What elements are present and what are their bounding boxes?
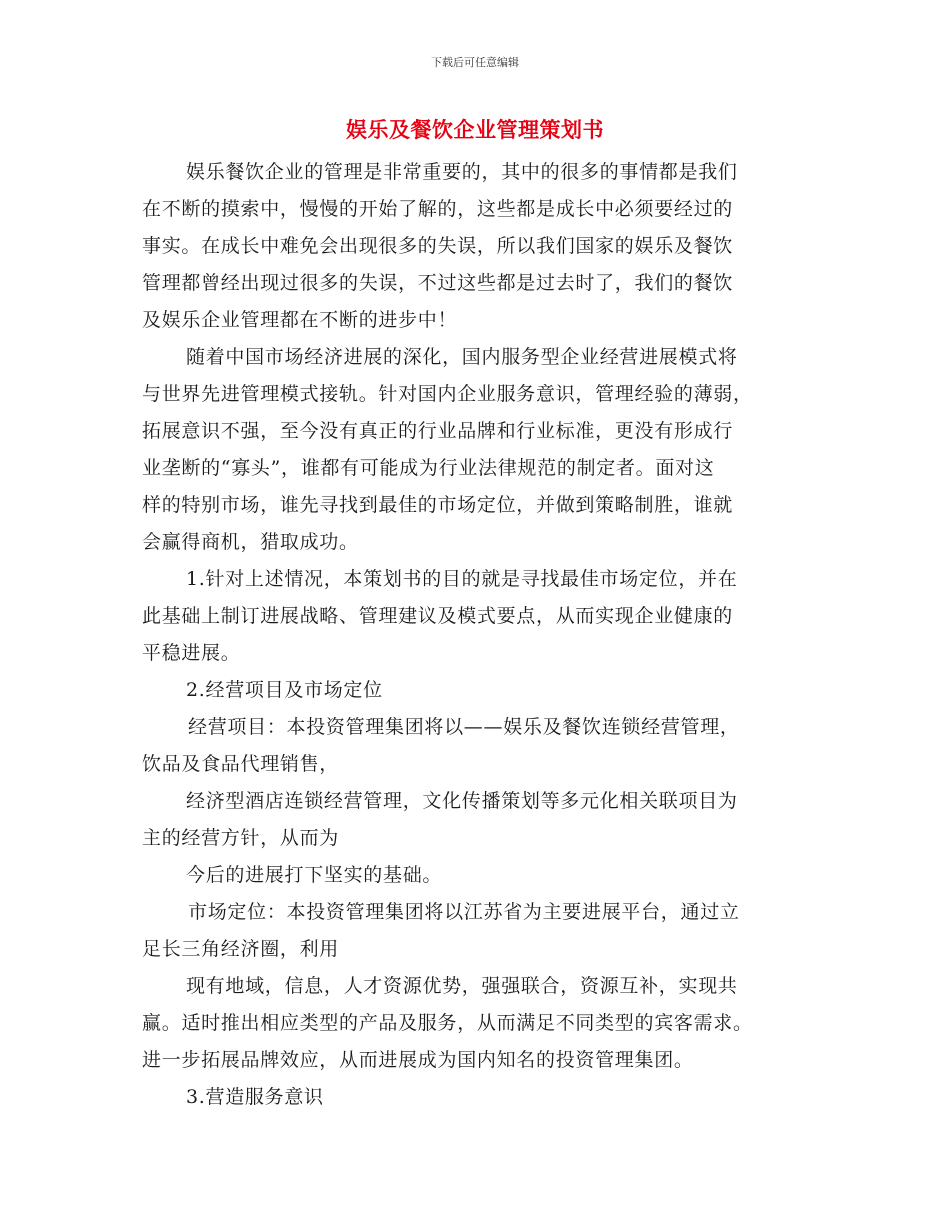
paragraph-line: 娱乐餐饮企业的管理是非常重要的，其中的很多的事情都是我们	[186, 161, 738, 183]
paragraph-line: 与世界先进管理模式接轨。针对国内企业服务意识，管理经验的薄弱，	[142, 383, 753, 405]
paragraph-line: 赢。适时推出相应类型的产品及服务，从而满足不同类型的宾客需求。	[142, 1012, 753, 1034]
paragraph-line: 现有地域，信息，人才资源优势，强强联合，资源互补，实现共	[186, 975, 738, 997]
paragraph-line: 此基础上制订进展战略、管理建议及模式要点，从而实现企业健康的	[142, 605, 734, 627]
paragraph-line: 饮品及食品代理销售，	[142, 753, 340, 775]
paragraph-line: 事实。在成长中难免会出现很多的失误，所以我们国家的娱乐及餐饮	[142, 235, 734, 257]
paragraph-line: 1.针对上述情况，本策划书的目的就是寻找最佳市场定位，并在	[186, 568, 738, 590]
paragraph-line: 进一步拓展品牌效应，从而进展成为国内知名的投资管理集团。	[142, 1049, 694, 1071]
paragraph-line: 平稳进展。	[142, 642, 241, 664]
document-body	[142, 154, 808, 1116]
section-heading: 2.经营项目及市场定位	[186, 679, 383, 701]
paragraph-line: 在不断的摸索中，慢慢的开始了解的，这些都是成长中必须要经过的	[142, 198, 734, 220]
paragraph-line: 会赢得商机，猎取成功。	[142, 531, 359, 553]
paragraph-line: 经济型酒店连锁经营管理，文化传播策划等多元化相关联项目为	[186, 790, 738, 812]
document-title: 娱乐及餐饮企业管理策划书	[346, 117, 604, 142]
paragraph-line: 管理都曾经出现过很多的失误，不过这些都是过去时了，我们的餐饮	[142, 272, 734, 294]
paragraph-line: 市场定位：本投资管理集团将以江苏省为主要进展平台，通过立	[188, 901, 740, 923]
header-note: 下载后可任意编辑	[431, 56, 519, 69]
paragraph-line: 业垄断的“寡头”，谁都有可能成为行业法律规范的制定者。面对这	[142, 457, 715, 479]
paragraph-line: 及娱乐企业管理都在不断的进步中！	[142, 309, 458, 331]
paragraph-line: 经营项目：本投资管理集团将以——娱乐及餐饮连锁经营管理，	[188, 716, 740, 738]
section-heading: 3.营造服务意识	[186, 1086, 324, 1108]
paragraph-line: 随着中国市场经济进展的深化，国内服务型企业经营进展模式将	[186, 346, 738, 368]
paragraph-line: 足长三角经济圈，利用	[142, 938, 340, 960]
paragraph-line: 拓展意识不强，至今没有真正的行业品牌和行业标准，更没有形成行	[142, 420, 734, 442]
paragraph-line: 样的特别市场，谁先寻找到最佳的市场定位，并做到策略制胜，谁就	[142, 494, 734, 516]
paragraph-line: 主的经营方针，从而为	[142, 827, 340, 849]
paragraph-line: 今后的进展打下坚实的基础。	[186, 864, 443, 886]
